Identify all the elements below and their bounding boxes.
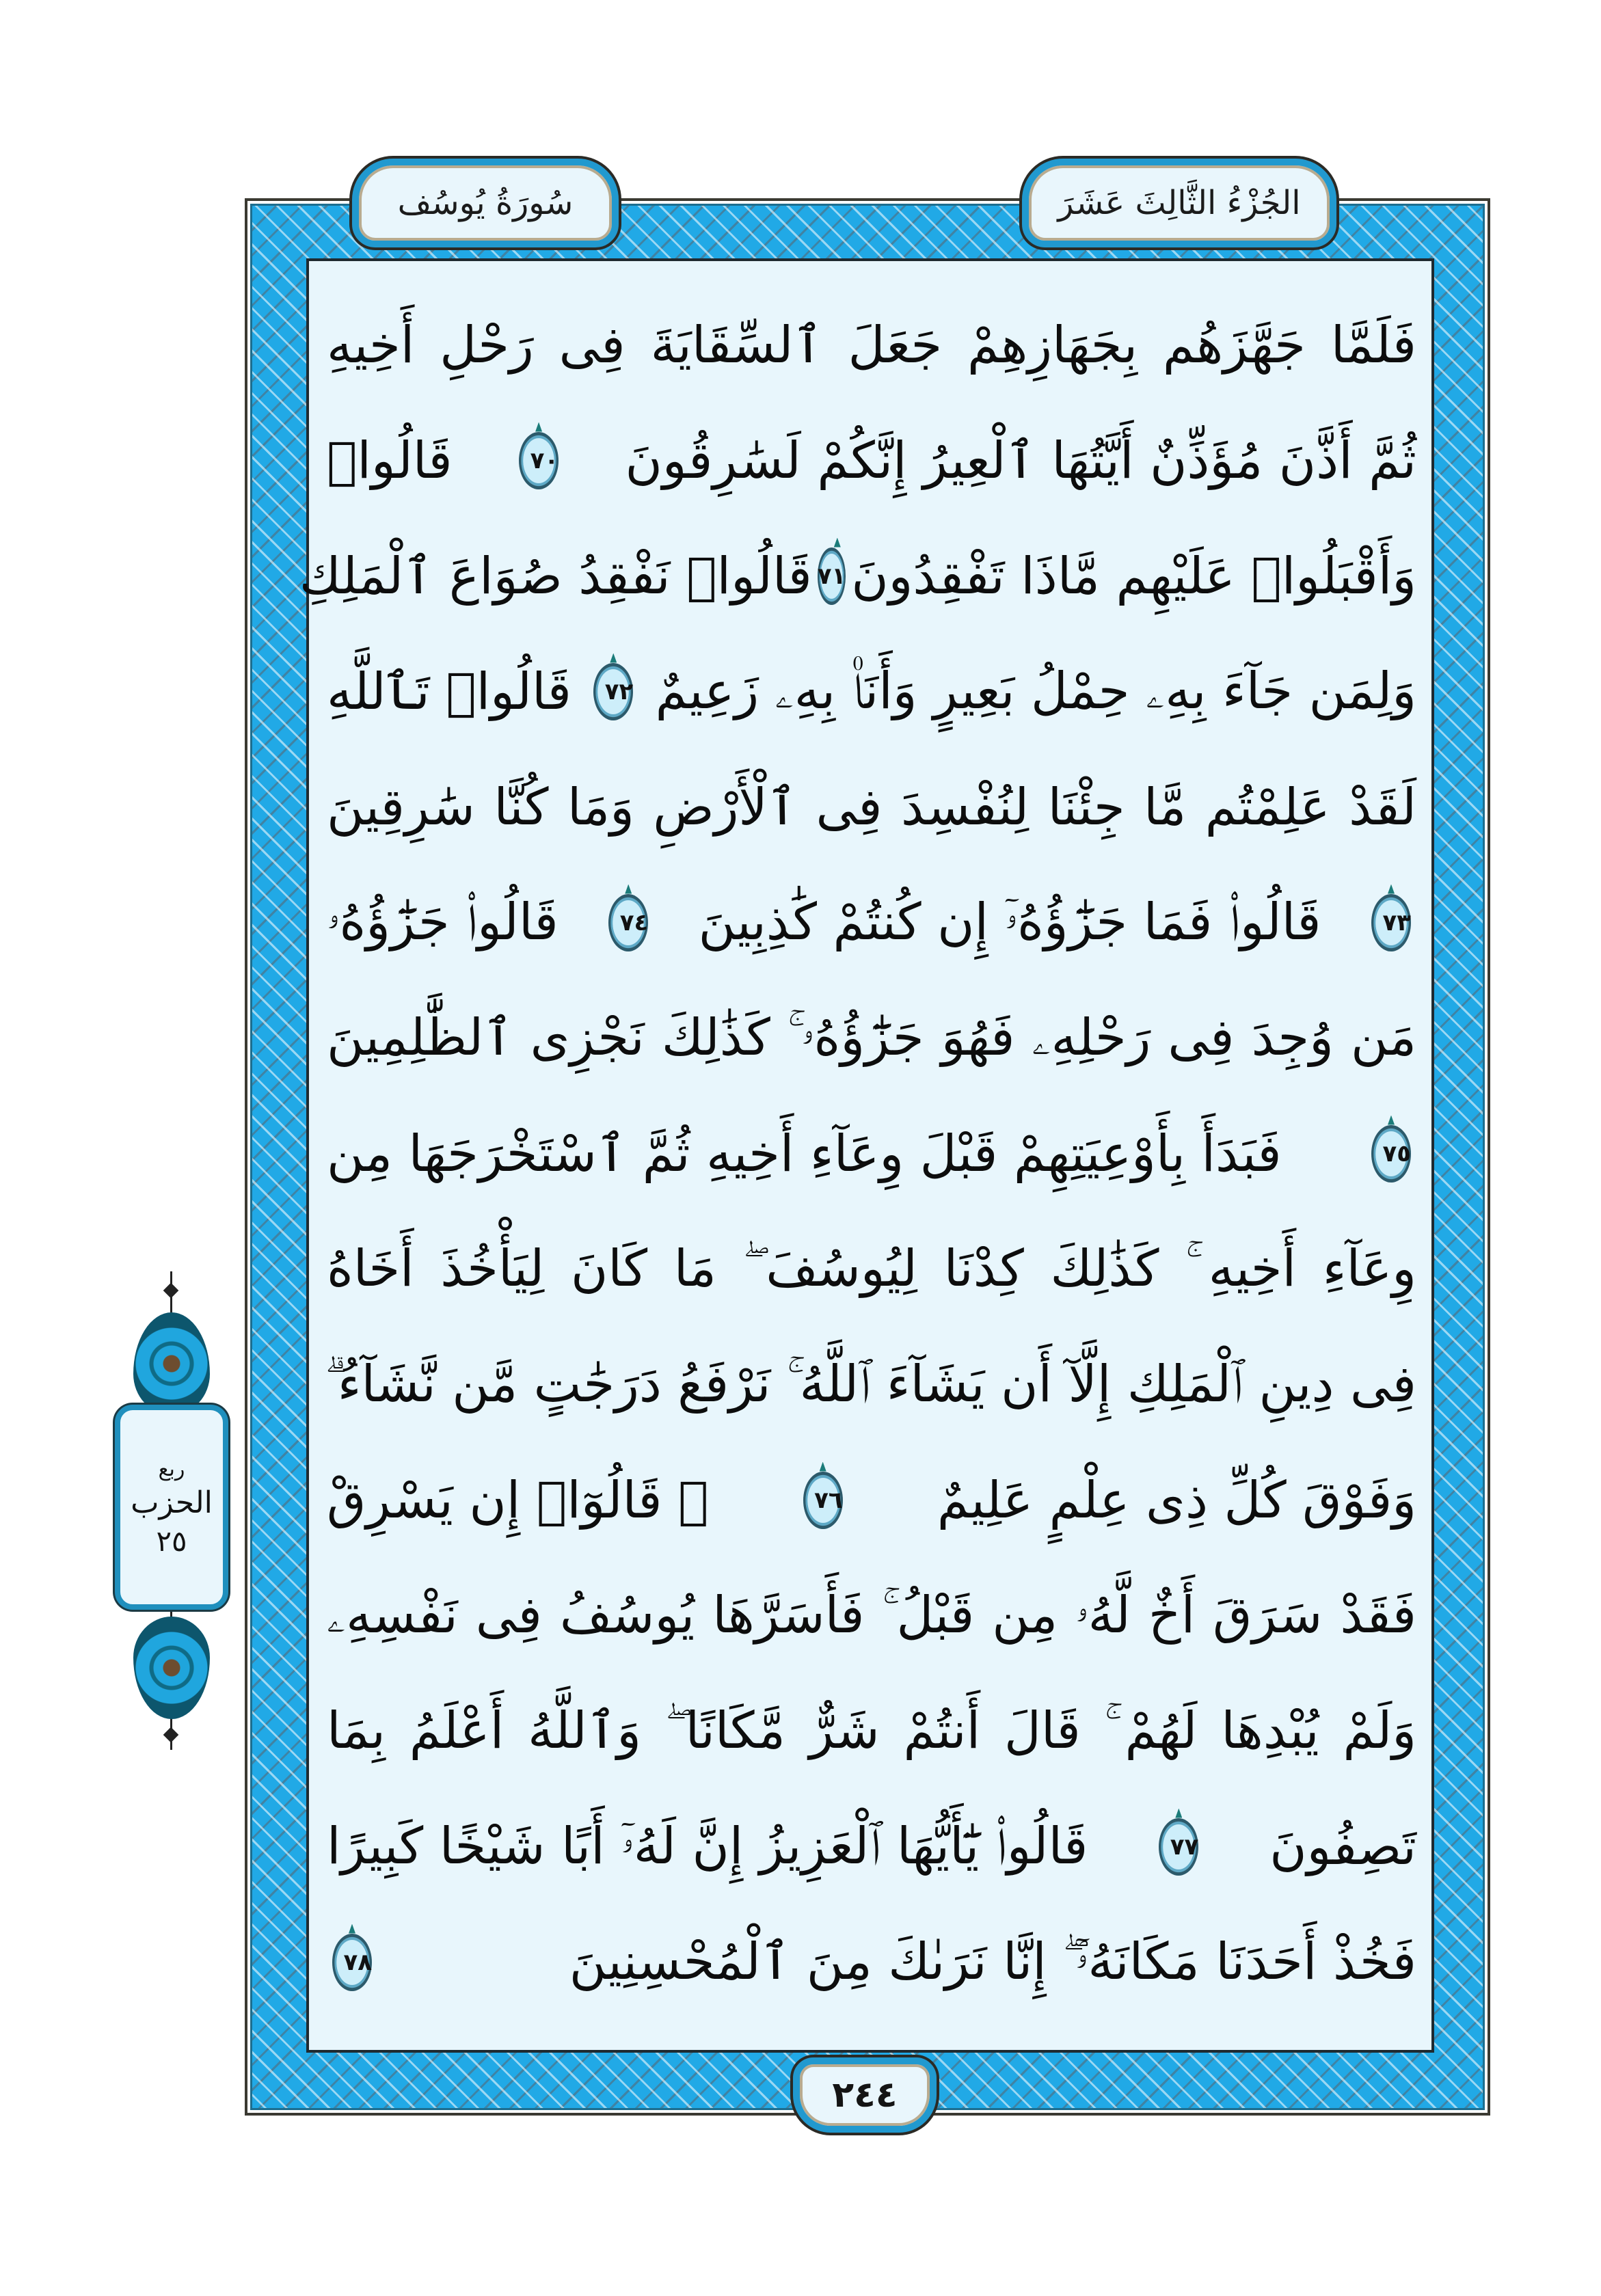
ayah-marker-icon: ٧٨ — [332, 1934, 372, 1991]
hizb-number: ٢٥ — [156, 1524, 187, 1558]
hizb-label: الحزب — [131, 1485, 213, 1520]
hizb-rub-label: ربع — [158, 1457, 185, 1481]
text-line-7: مَن وُجِدَ فِى رَحْلِهِۦ فَهُوَ جَزَٰٓؤُهُۥ ۚ كَذَٰلِكَ نَجْزِى ٱلظَّٰلِمِينَ — [327, 1008, 1416, 1067]
text-line-1: فَلَمَّا جَهَّزَهُم بِجَهَازِهِمْ جَعَلَ ٱلسِّقَايَةَ فِى رَحْلِ أَخِيهِ — [327, 315, 1416, 375]
floral-ornament-icon — [133, 1617, 210, 1719]
ayah-marker-icon: ٧٣ — [1371, 894, 1411, 951]
page-number-badge — [793, 2057, 937, 2133]
text-line-12: فَقَدْ سَرَقَ أَخٌ لَّهُۥ مِن قَبْلُ ۚ فَأَسَرَّهَا يُوسُفُ فِى نَفْسِهِۦ — [327, 1586, 1416, 1645]
juz-name-header — [1022, 159, 1336, 247]
text-line-8: ٧٥ فَبَدَأَ بِأَوْعِيَتِهِمْ قَبْلَ وِعَآءِ أَخِيهِ ثُمَّ ٱسْتَخْرَجَهَا مِن — [327, 1124, 1411, 1183]
quran-text — [299, 287, 1416, 2020]
text-line-11: وَفَوْقَ كُلِّ ذِى عِلْمٍ عَلِيمٌ ٧٦ ۞ قَالُوٓا۟ إِن يَسْرِقْ — [327, 1470, 1416, 1530]
text-line-4: وَلِمَن جَآءَ بِهِۦ حِمْلُ بَعِيرٍ وَأَنَا۠ بِهِۦ زَعِيمٌ ٧٢ قَالُوا۟ تَٱللَّهِ — [327, 662, 1416, 721]
text-line-3: وَأَقْبَلُوا۟ عَلَيْهِم مَّاذَا تَفْقِدُونَ ٧١ قَالُوا۟ نَفْقِدُ صُوَاعَ ٱلْمَلِكِ — [299, 546, 1416, 606]
ayah-marker-icon: ٧٢ — [593, 663, 633, 720]
text-line-15: فَخُذْ أَحَدَنَا مَكَانَهُۥٓ ۖ إِنَّا نَرَىٰكَ مِنَ ٱلْمُحْسِنِينَ ٧٨ — [327, 1904, 1416, 2020]
ayah-marker-icon: ٧٤ — [608, 894, 648, 951]
diamond-ornament-icon — [163, 1727, 179, 1743]
text-line-2: ثُمَّ أَذَّنَ مُؤَذِّنٌ أَيَّتُهَا ٱلْعِيرُ إِنَّكُمْ لَسَٰرِقُونَ ٧٠ قَالُوا۟ — [327, 431, 1416, 490]
ayah-marker-icon: ٧٧ — [1159, 1818, 1198, 1876]
surah-name: سُورَةُ يُوسُف — [397, 184, 574, 222]
page-number: ٢٤٤ — [832, 2075, 898, 2116]
surah-name-header — [352, 159, 619, 247]
juz-name: الجُزْءُ الثَّالِثَ عَشَرَ — [1058, 184, 1301, 222]
ayah-marker-icon: ٧٦ — [803, 1472, 843, 1529]
diamond-ornament-icon — [163, 1283, 179, 1299]
text-line-5: لَقَدْ عَلِمْتُم مَّا جِئْنَا لِنُفْسِدَ فِى ٱلْأَرْضِ وَمَا كُنَّا سَٰرِقِينَ — [327, 777, 1416, 837]
text-line-6: ٧٣ قَالُوا۟ فَمَا جَزَٰٓؤُهُۥٓ إِن كُنتُمْ كَٰذِبِينَ ٧٤ قَالُوا۟ جَزَٰٓؤُهُۥ — [327, 893, 1411, 951]
ayah-marker-icon: ٧١ — [818, 548, 846, 605]
ayah-marker-icon: ٧٠ — [519, 432, 559, 489]
text-line-14: تَصِفُونَ ٧٧ قَالُوا۟ يَٰٓأَيُّهَا ٱلْعَزِيزُ إِنَّ لَهُۥٓ أَبًا شَيْخًا كَبِيرًا — [327, 1817, 1416, 1876]
text-line-13: وَلَمْ يُبْدِهَا لَهُمْ ۚ قَالَ أَنتُمْ شَرٌّ مَّكَانًا ۖ وَٱللَّهُ أَعْلَمُ بِمَا — [327, 1701, 1416, 1760]
hizb-marker — [115, 1405, 228, 1610]
floral-ornament-icon — [133, 1312, 210, 1415]
text-line-10: فِى دِينِ ٱلْمَلِكِ إِلَّآ أَن يَشَآءَ ٱللَّهُ ۚ نَرْفَعُ دَرَجَٰتٍ مَّن نَّشَآءُ ۗ — [325, 1355, 1416, 1414]
ayah-marker-icon: ٧٥ — [1371, 1125, 1411, 1183]
text-line-9: وِعَآءِ أَخِيهِ ۚ كَذَٰلِكَ كِدْنَا لِيُوسُفَ ۖ مَا كَانَ لِيَأْخُذَ أَخَاهُ — [327, 1239, 1416, 1298]
